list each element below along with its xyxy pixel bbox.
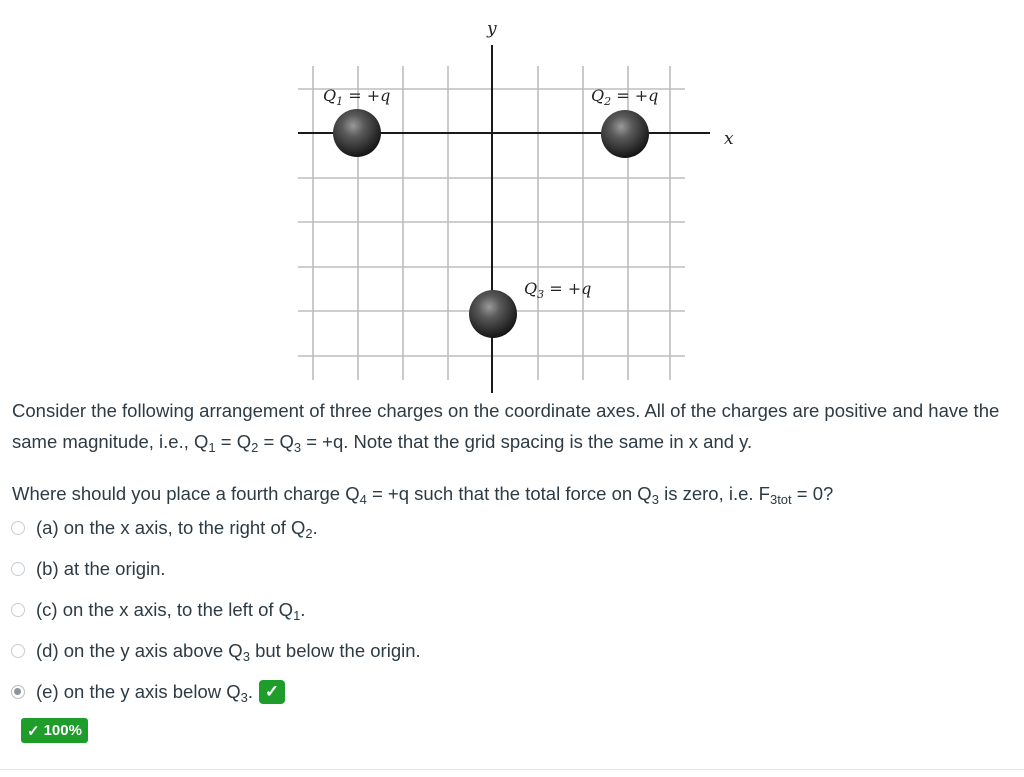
x-axis-label: x — [724, 129, 734, 149]
radio-a[interactable] — [11, 521, 25, 535]
score-label: 100% — [43, 722, 82, 739]
score-badge — [21, 718, 88, 743]
answer-c-text: (c) on the x axis, to the left of $Q_1$. — [36, 599, 306, 623]
answer-d-text: (d) on the y axis above $Q_3$ but below the origin. — [36, 640, 421, 664]
check-icon: ✓ — [27, 722, 40, 740]
question-intro: Consider the following arrangement of three charges on the coordinate axes. All of the charges are positive and have the same magnitude, i.e., $Q_1 = Q_2 = Q_3 = +q$. Note that the grid spacing is the same in x and y. — [12, 400, 1000, 455]
answer-option-e[interactable] — [11, 679, 285, 705]
charge-q3 — [469, 290, 517, 338]
y-axis-label: y — [487, 19, 497, 39]
answer-e-text: (e) on the y axis below $Q_3$. — [36, 681, 253, 705]
radio-e-selected[interactable] — [11, 685, 25, 699]
answer-a-text: (a) on the x axis, to the right of $Q_2$. — [36, 517, 318, 541]
charge-q1 — [333, 109, 381, 157]
question-prompt: Where should you place a fourth charge $Q_4 = +q$ such that the total force on $Q_3$ is zero, i.e. $F_{3tot} = 0$? — [12, 483, 834, 507]
charge-q2 — [601, 110, 649, 158]
answer-option-b[interactable] — [11, 556, 166, 582]
correct-check-icon: ✓ — [259, 680, 285, 704]
bottom-divider — [0, 769, 1024, 770]
radio-b[interactable] — [11, 562, 25, 576]
answer-option-a[interactable] — [11, 515, 318, 541]
radio-d[interactable] — [11, 644, 25, 658]
radio-c[interactable] — [11, 603, 25, 617]
charge-q3-label: $Q_3 = +q$ — [524, 279, 592, 301]
answer-option-d[interactable] — [11, 638, 421, 664]
answer-b-text: (b) at the origin. — [36, 558, 166, 579]
answer-option-c[interactable] — [11, 597, 305, 623]
charge-q1-label: $Q_1 = +q$ — [323, 86, 391, 108]
charge-q2-label: $Q_2 = +q$ — [591, 86, 659, 108]
